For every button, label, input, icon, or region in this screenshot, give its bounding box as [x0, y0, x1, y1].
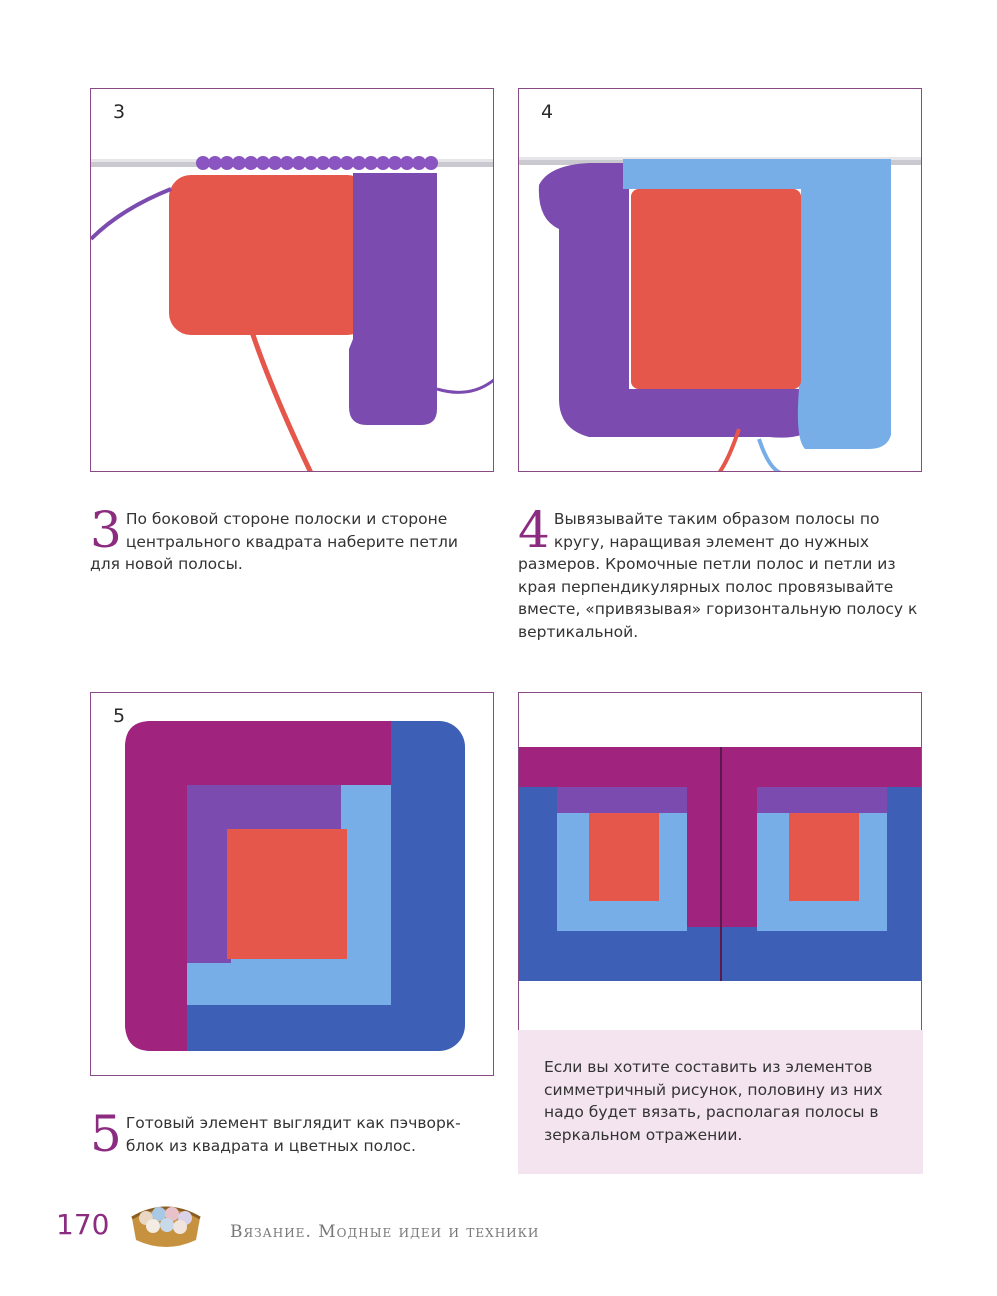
page-number: 170 [56, 1208, 110, 1241]
step-number: 3 [113, 101, 126, 123]
step-4-caption [518, 501, 923, 643]
step-5-big-number: 5 [90, 1105, 122, 1163]
step-3-big-number: 3 [90, 501, 122, 559]
tip-note [518, 1030, 923, 1174]
step-3-text: По боковой стороне полоски и стороне центрального квадрата наберите петли для новой полосы. [90, 510, 458, 573]
step-number: 5 [113, 705, 126, 727]
tip-note-text: Если вы хотите составить из элементов симметричный рисунок, половину из них надо будет вязать, располагая полосы в зеркальном отражении. [544, 1058, 883, 1144]
knitting-step-4-illustration [519, 89, 922, 472]
knitting-step-3-illustration [91, 89, 494, 472]
knitting-finished-block-illustration [91, 693, 494, 1076]
step-3-caption [90, 501, 490, 576]
step-5-text: Готовый элемент выглядит как пэчворк-блок из квадрата и цветных полос. [125, 1114, 461, 1155]
photo-step-4 [518, 88, 922, 472]
photo-step-3 [90, 88, 494, 472]
step-number: 4 [541, 101, 554, 123]
knitting-mirrored-blocks-illustration [519, 693, 922, 1032]
photo-mirrored-blocks [518, 692, 922, 1032]
step-4-text: Вывязывайте таким образом полосы по кругу, наращивая элемент до нужных размеров. Кромочные петли полос и петли из края перпендикулярных полос провязывайте вместе, «привязывая» горизонтальную полосу к вертикальной. [518, 510, 918, 641]
yarn-basket-icon [126, 1196, 206, 1252]
book-title: Вязание. Модные идеи и техники [230, 1222, 540, 1242]
photo-step-5 [90, 692, 494, 1076]
step-5-caption [90, 1105, 490, 1163]
step-4-big-number: 4 [518, 501, 550, 559]
